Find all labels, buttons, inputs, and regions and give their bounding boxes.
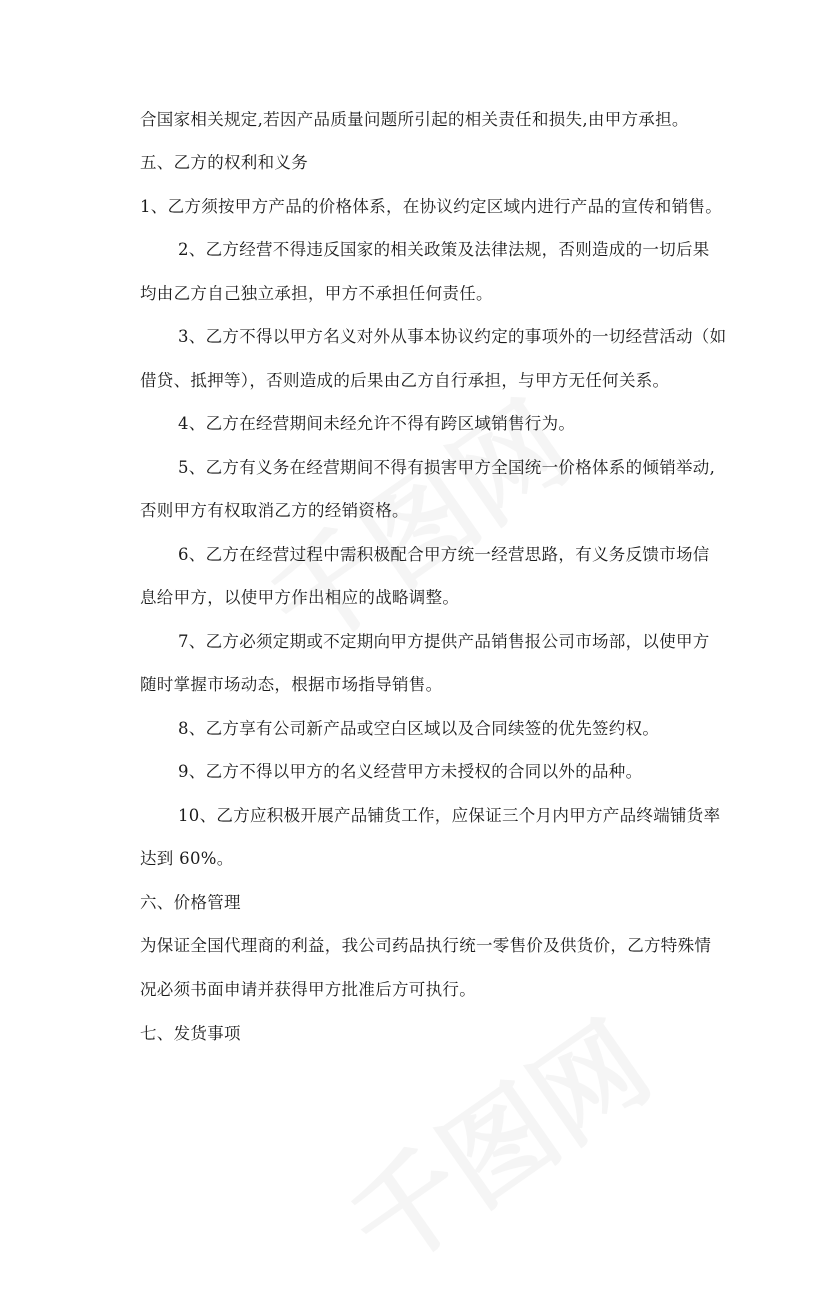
paragraph-line: 9、乙方不得以甲方的名义经营甲方未授权的合同以外的品种。 <box>178 762 643 781</box>
paragraph-line: 随时掌握市场动态，根据市场指导销售。 <box>140 675 443 694</box>
section-heading: 五、乙方的权利和义务 <box>140 153 308 172</box>
paragraph-line: 5、乙方有义务在经营期间不得有损害甲方全国统一价格体系的倾销举动, <box>178 458 716 477</box>
section-heading: 七、发货事项 <box>140 1024 241 1043</box>
paragraph-line: 8、乙方享有公司新产品或空白区域以及合同续签的优先签约权。 <box>178 719 660 738</box>
section-heading: 六、价格管理 <box>140 893 241 912</box>
paragraph-line: 借贷、抵押等），否则造成的后果由乙方自行承担，与甲方无任何关系。 <box>140 371 670 390</box>
paragraph-line: 3、乙方不得以甲方名义对外从事本协议约定的事项外的一切经营活动（如 <box>178 327 727 346</box>
paragraph-line: 况必须书面申请并获得甲方批准后方可执行。 <box>140 980 476 999</box>
paragraph-line: 否则甲方有权取消乙方的经销资格。 <box>140 501 409 520</box>
paragraph-line: 为保证全国代理商的利益，我公司药品执行统一零售价及供货价，乙方特殊情 <box>140 936 712 955</box>
paragraph-line: 2、乙方经营不得违反国家的相关政策及法律法规，否则造成的一切后果 <box>178 240 710 259</box>
paragraph-line: 达到 60%。 <box>140 849 234 868</box>
paragraph-line: 4、乙方在经营期间未经允许不得有跨区域销售行为。 <box>178 414 576 433</box>
paragraph-line: 6、乙方在经营过程中需积极配合甲方统一经营思路，有义务反馈市场信 <box>178 545 710 564</box>
paragraph-line: 1、乙方须按甲方产品的价格体系，在协议约定区域内进行产品的宣传和销售。 <box>140 197 722 216</box>
paragraph-line: 均由乙方自己独立承担，甲方不承担任何责任。 <box>140 284 493 303</box>
paragraph-line: 7、乙方必须定期或不定期向甲方提供产品销售报公司市场部，以使甲方 <box>178 632 710 651</box>
paragraph-line: 合国家相关规定,若因产品质量问题所引起的相关责任和损失,由甲方承担。 <box>140 110 689 129</box>
watermark-logo <box>315 980 676 1298</box>
paragraph-line: 10、乙方应积极开展产品铺货工作，应保证三个月内甲方产品终端铺货率 <box>178 806 721 825</box>
paragraph-line: 息给甲方，以使甲方作出相应的战略调整。 <box>140 588 460 607</box>
